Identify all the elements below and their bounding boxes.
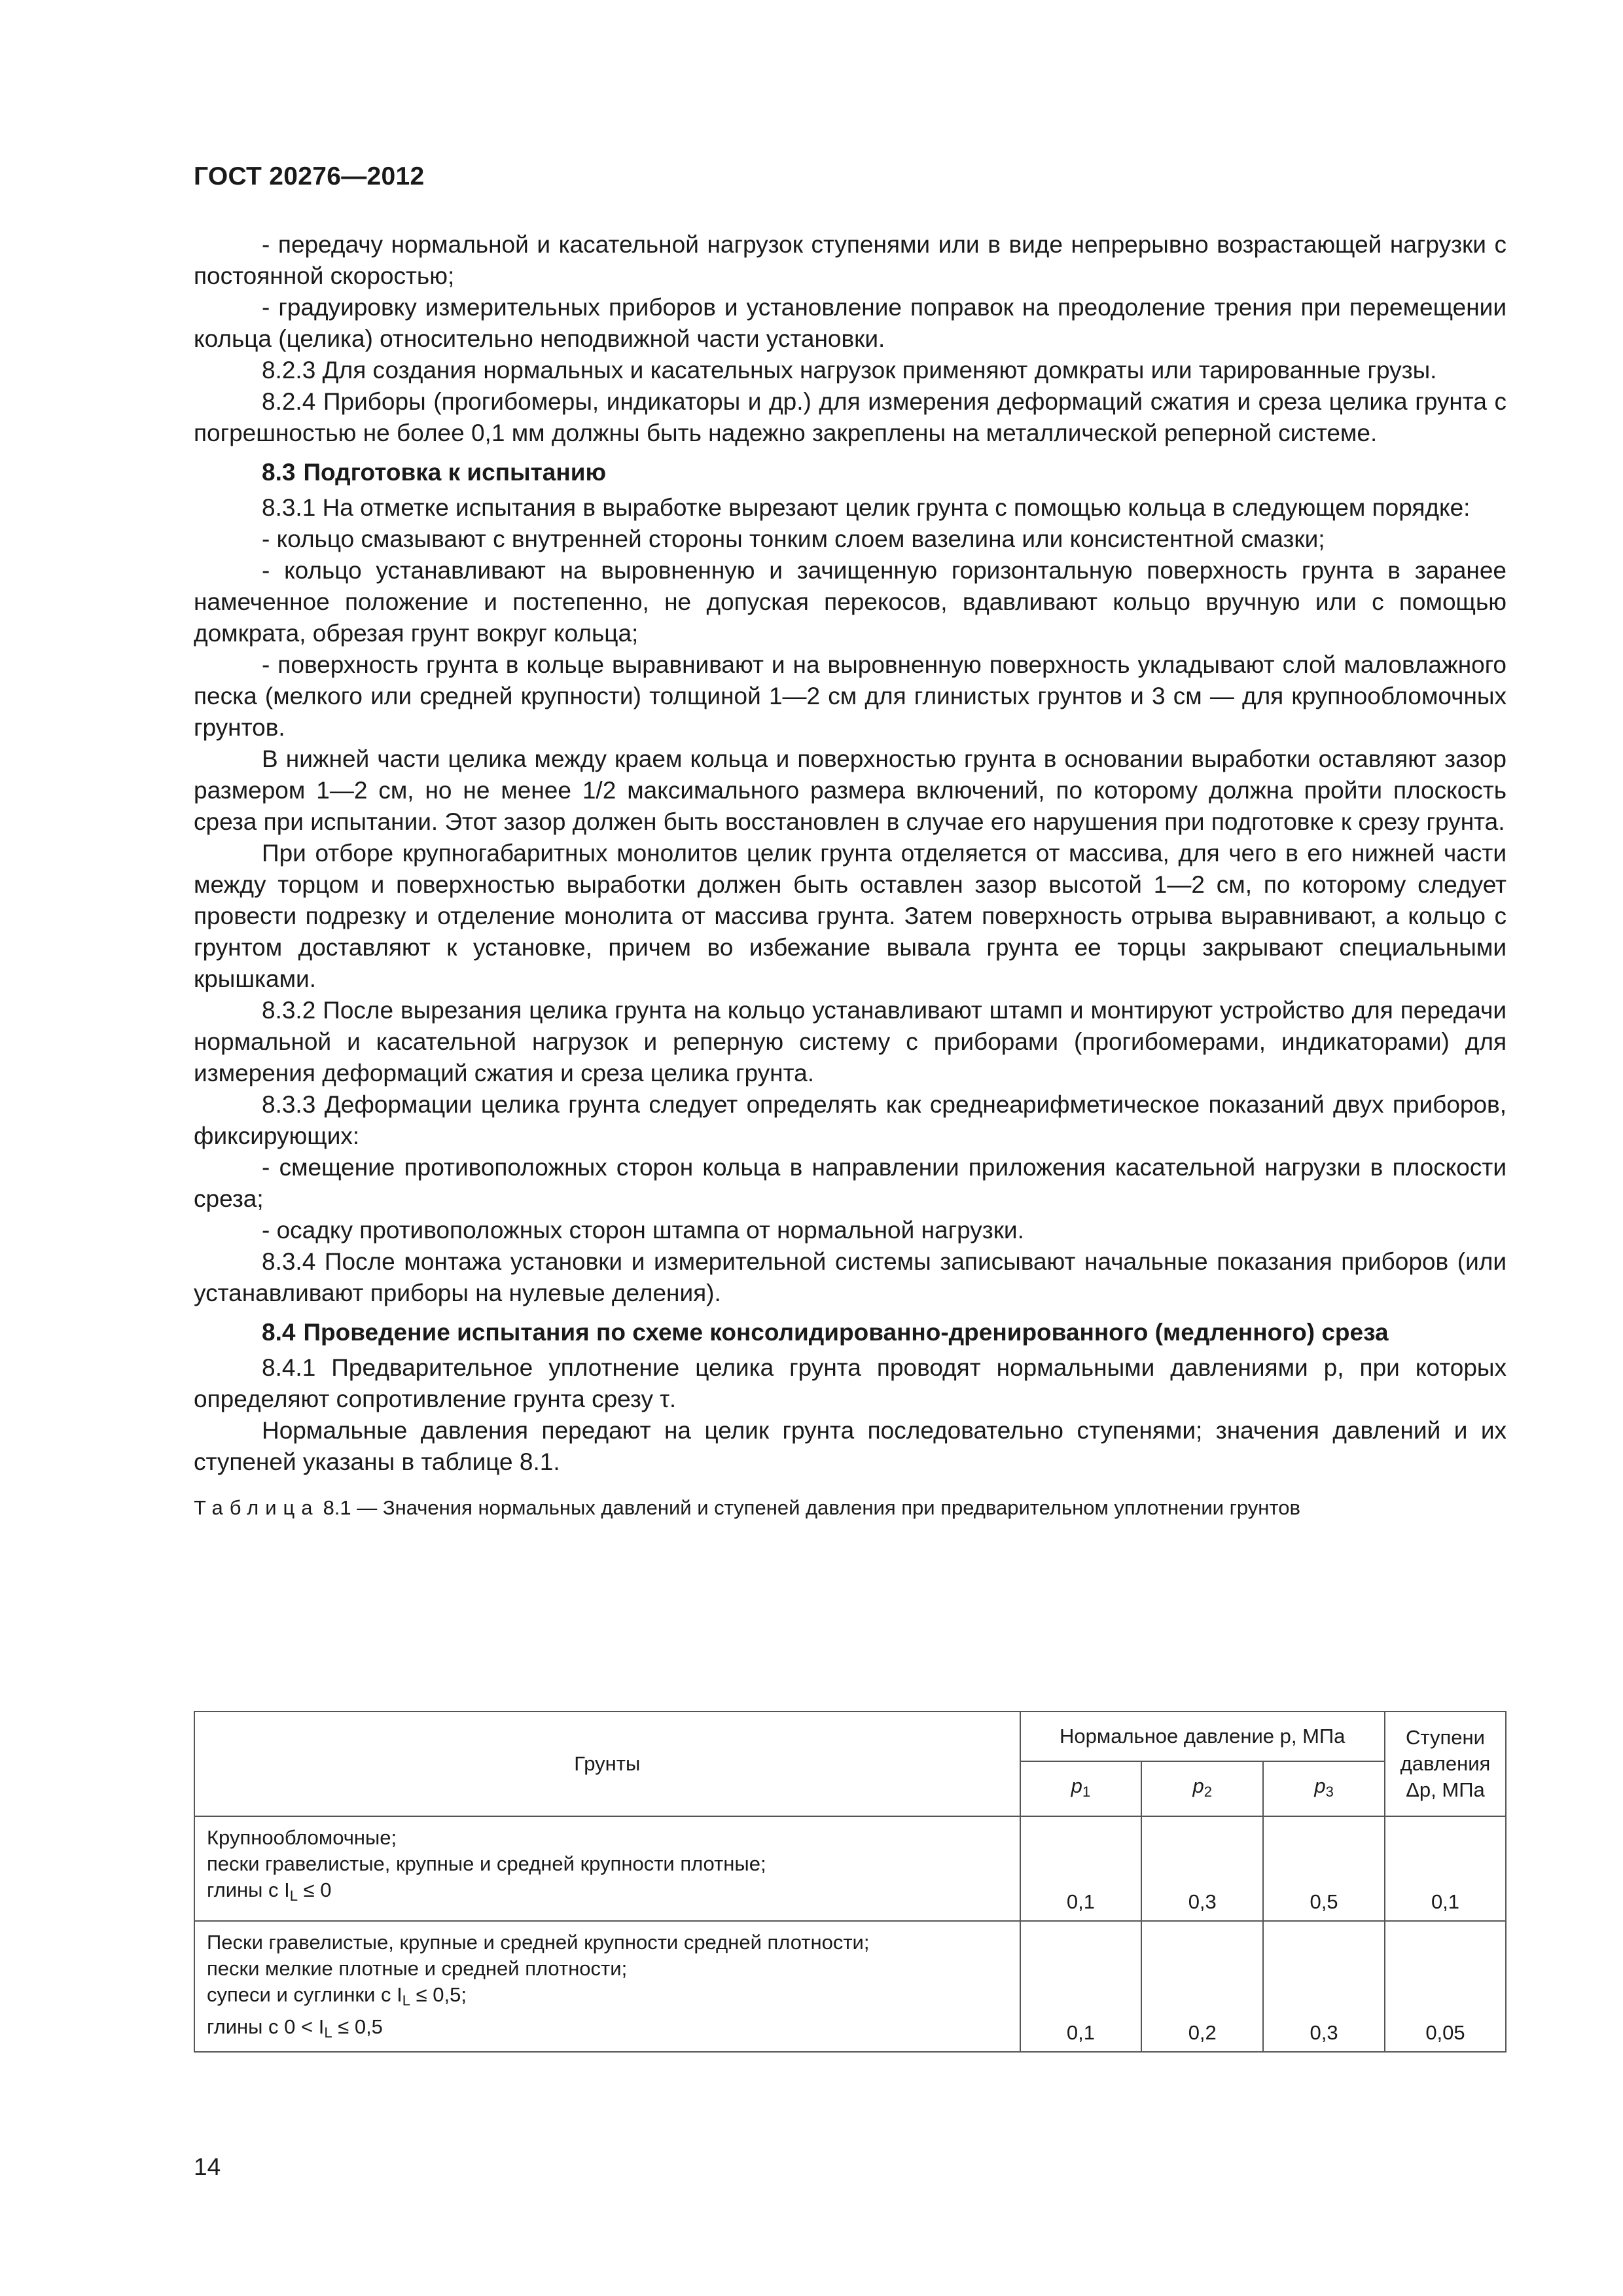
section-title: Проведение испытания по схеме консолидированно-дренированного (медленного) среза — [303, 1319, 1389, 1346]
soil-description: Крупнообломочные; пески гравелистые, крупные и средней крупности плотные; глины с $I_L \le 0$ — [194, 1816, 1020, 1921]
header-normal-pressure: Нормальное давление p, МПа — [1020, 1712, 1385, 1761]
paragraph: - поверхность грунта в кольце выравнивают и на выровненную поверхность укладывают слой маловлажного песка (мелкого или средней крупности) толщиной 1—2 см для глинистых грунтов и 3 см — для крупнообломочных грунтов. — [194, 651, 1507, 741]
paragraph: - смещение противоположных сторон кольца в направлении приложения касательной нагрузки в плоскости среза; — [194, 1154, 1507, 1212]
paragraph: - передачу нормальной и касательной нагрузок ступенями или в виде непрерывно возрастающей нагрузки с постоянной скоростью; — [194, 231, 1507, 289]
paragraph: Нормальные давления передают на целик грунта последовательно ступенями; значения давлений и их ступеней указаны в таблице 8.1. — [194, 1417, 1507, 1475]
value-p3: 0,3 — [1263, 1921, 1385, 2052]
paragraph: - кольцо устанавливают на выровненную и зачищенную горизонтальную поверхность грунта в заранее намеченное положение и постепенно, не допуская перекосов, вдавливают кольцо вручную или с помощью домкрата, обрезая грунт вокруг кольца; — [194, 557, 1507, 647]
table-caption — [194, 1495, 1507, 1521]
value-step: 0,1 — [1385, 1816, 1506, 1921]
paragraph: - градуировку измерительных приборов и установление поправок на преодоление трения при перемещении кольца (целика) относительно неподвижной части установки. — [194, 294, 1507, 352]
soil-description: Пески гравелистые, крупные и средней крупности средней плотности; пески мелкие плотные и средней плотности; супеси и суглинки с $I_L \le 0,5$; глины с $0 < I_L \le 0,5$ — [194, 1921, 1020, 2052]
paragraph: 8.4.1 Предварительное уплотнение целика грунта проводят нормальными давлениями p, при которых определяют сопротивление грунта срезу τ. — [194, 1354, 1507, 1412]
header-p1: $p_1$ — [1020, 1761, 1142, 1816]
header-p3: $p_3$ — [1263, 1761, 1385, 1816]
header-soils: Грунты — [194, 1712, 1020, 1816]
table-row — [194, 1921, 1506, 2052]
table-caption-label: Таблица — [194, 1496, 319, 1519]
document-header: ГОСТ 20276—2012 — [194, 162, 425, 190]
header-p2: $p_2$ — [1141, 1761, 1263, 1816]
table-caption-text: 8.1 — Значения нормальных давлений и ступеней давления при предварительном уплотнении грунтов — [323, 1496, 1300, 1519]
paragraph: При отборе крупногабаритных монолитов целик грунта отделяется от массива, для чего в его нижней части между торцом и поверхностью выработки должен быть оставлен зазор высотой 1—2 см, по которому следует провести подрезку и отделение монолита от массива грунта. Затем поверхность отрыва выравнивают, а кольцо с грунтом доставляют к установке, причем во избежание вывала грунта ее торцы закрывают специальными крышками. — [194, 840, 1507, 992]
paragraph: 8.3.3 Деформации целика грунта следует определять как среднеарифметическое показаний двух приборов, фиксирующих: — [194, 1091, 1507, 1149]
value-p3: 0,5 — [1263, 1816, 1385, 1921]
paragraph: 8.2.4 Приборы (прогибомеры, индикаторы и др.) для измерения деформаций сжатия и среза целика грунта с погрешностью не более 0,1 мм должны быть надежно закреплены на металлической реперной системе. — [194, 388, 1507, 446]
page-number: 14 — [194, 2153, 221, 2180]
value-p2: 0,2 — [1141, 1921, 1263, 2052]
section-title: Подготовка к испытанию — [303, 459, 607, 486]
paragraph: - кольцо смазывают с внутренней стороны тонким слоем вазелина или консистентной смазки; — [262, 526, 1325, 552]
paragraph: - осадку противоположных сторон штампа от нормальной нагрузки. — [262, 1217, 1024, 1244]
section-number: 8.3 — [262, 459, 296, 486]
body-text — [194, 229, 1507, 1521]
section-number: 8.4 — [262, 1319, 296, 1346]
paragraph: 8.3.4 После монтажа установки и измерительной системы записывают начальные показания приборов (или устанавливают приборы на нулевые деления). — [194, 1248, 1507, 1306]
paragraph: 8.2.3 Для создания нормальных и касательных нагрузок применяют домкраты или тарированные грузы. — [262, 357, 1437, 384]
header-pressure-steps: Ступени давления Δp, МПа — [1385, 1712, 1506, 1816]
section-heading-8-3 — [194, 457, 1507, 488]
section-heading-8-4 — [194, 1317, 1507, 1348]
paragraph: 8.3.1 На отметке испытания в выработке вырезают целик грунта с помощью кольца в следующем порядке: — [262, 494, 1471, 521]
value-p1: 0,1 — [1020, 1921, 1142, 2052]
table-row — [194, 1816, 1506, 1921]
value-p2: 0,3 — [1141, 1816, 1263, 1921]
value-step: 0,05 — [1385, 1921, 1506, 2052]
pressure-table — [194, 1711, 1507, 2053]
paragraph: В нижней части целика между краем кольца и поверхностью грунта в основании выработки оставляют зазор размером 1—2 см, но не менее 1/2 максимального размера включений, по которому должна пройти плоскость среза при испытании. Этот зазор должен быть восстановлен в случае его нарушения при подготовке к срезу грунта. — [194, 745, 1507, 835]
paragraph: 8.3.2 После вырезания целика грунта на кольцо устанавливают штамп и монтируют устройство для передачи нормальной и касательной нагрузок и реперную систему с приборами (прогибомерами, индикаторами) для измерения деформаций сжатия и среза целика грунта. — [194, 997, 1507, 1086]
value-p1: 0,1 — [1020, 1816, 1142, 1921]
